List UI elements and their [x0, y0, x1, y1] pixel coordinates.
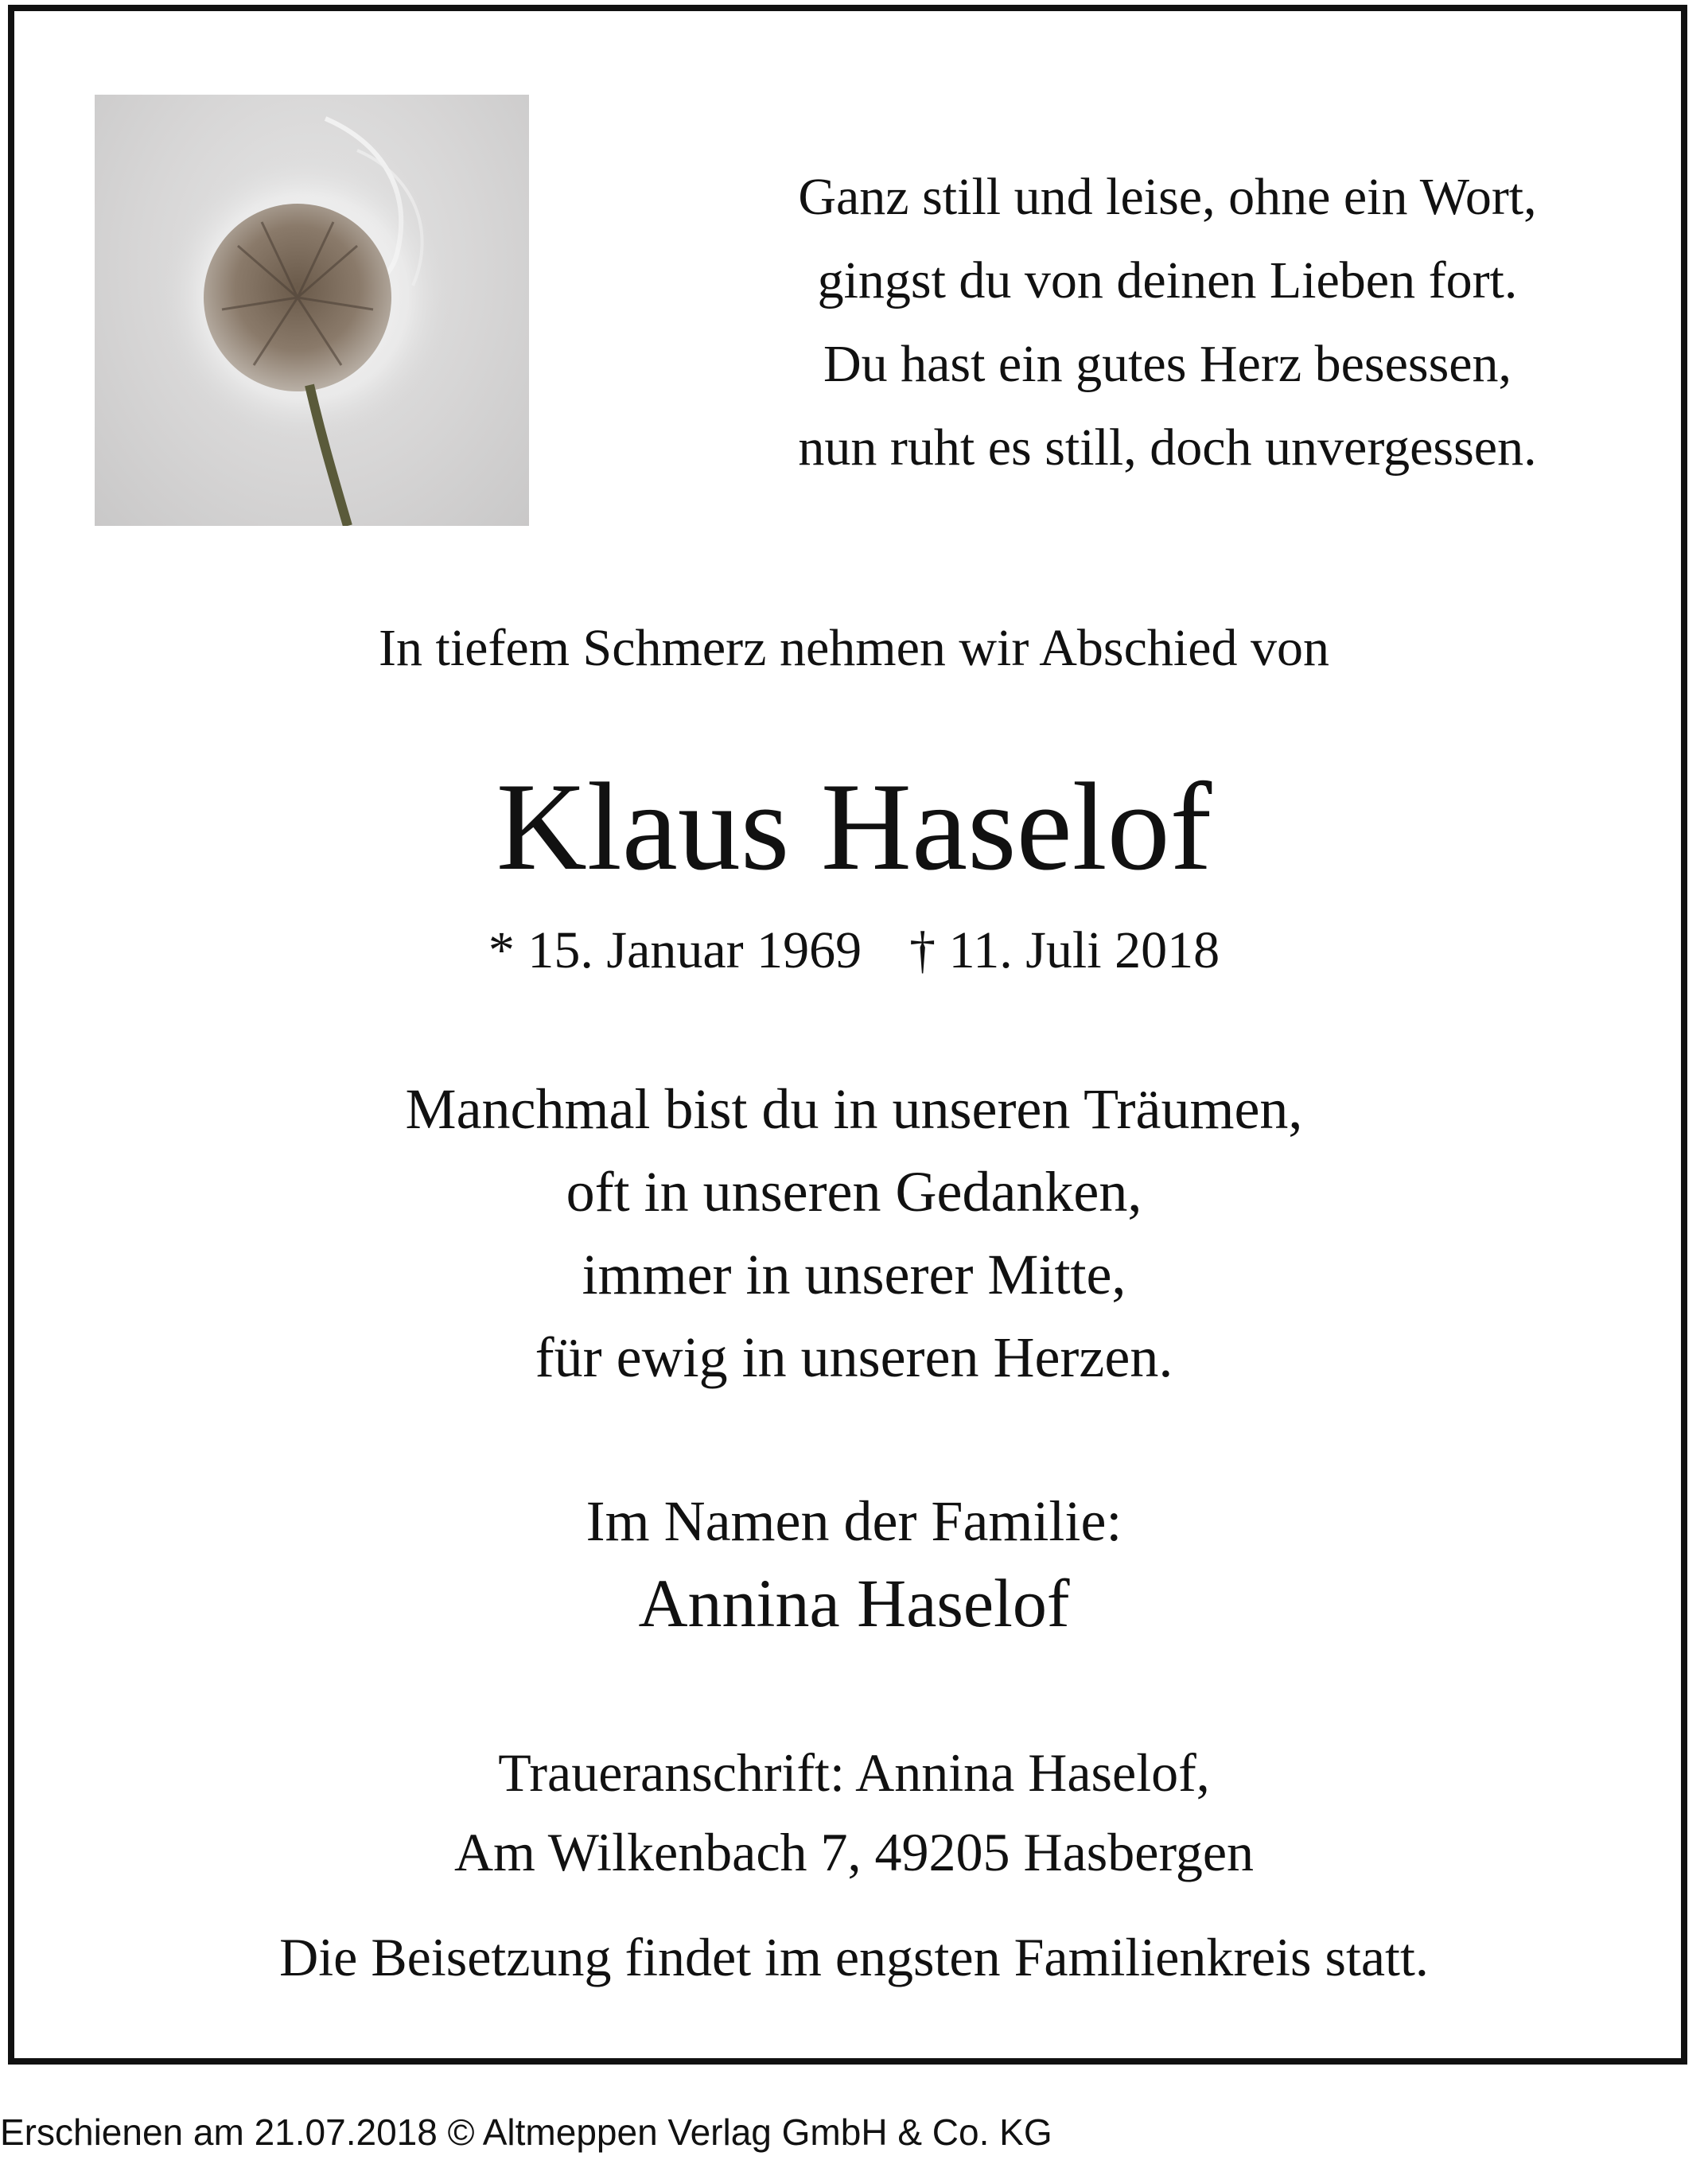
top-verse-line: nun ruht es still, doch unvergessen.: [798, 418, 1537, 477]
address-line: Traueranschrift: Annina Haselof,: [498, 1742, 1210, 1803]
family-label: Im Namen der Familie:: [586, 1489, 1122, 1553]
top-verse: [700, 155, 1635, 489]
publication-footer: Erschienen am 21.07.2018 © Altmeppen Verlag GmbH & Co. KG: [0, 2111, 1052, 2153]
family-name: Annina Haselof: [638, 1565, 1070, 1641]
deceased-name: Klaus Haselof: [496, 757, 1212, 897]
birth-date: * 15. Januar 1969: [488, 921, 862, 979]
dandelion-flower-icon: [95, 95, 529, 526]
middle-verse-line: oft in unseren Gedanken,: [566, 1160, 1142, 1224]
life-dates: [0, 915, 1708, 987]
death-date: † 11. Juli 2018: [909, 921, 1220, 979]
middle-verse-line: Manchmal bist du in unseren Träumen,: [405, 1077, 1303, 1141]
address-line: Am Wilkenbach 7, 49205 Hasbergen: [453, 1822, 1255, 1882]
middle-verse: [0, 1068, 1708, 1399]
funeral-note: Die Beisetzung findet im engsten Familienkreis statt.: [279, 1927, 1429, 1987]
top-verse-line: gingst du von deinen Lieben fort.: [817, 251, 1518, 309]
middle-verse-line: immer in unserer Mitte,: [582, 1243, 1126, 1306]
top-verse-line: Ganz still und leise, ohne ein Wort,: [798, 168, 1537, 226]
intro-line: In tiefem Schmerz nehmen wir Abschied von: [379, 619, 1329, 677]
top-verse-line: Du hast ein gutes Herz besessen,: [823, 335, 1512, 393]
mourning-address: [0, 1733, 1708, 1892]
middle-verse-line: für ewig in unseren Herzen.: [535, 1325, 1173, 1389]
